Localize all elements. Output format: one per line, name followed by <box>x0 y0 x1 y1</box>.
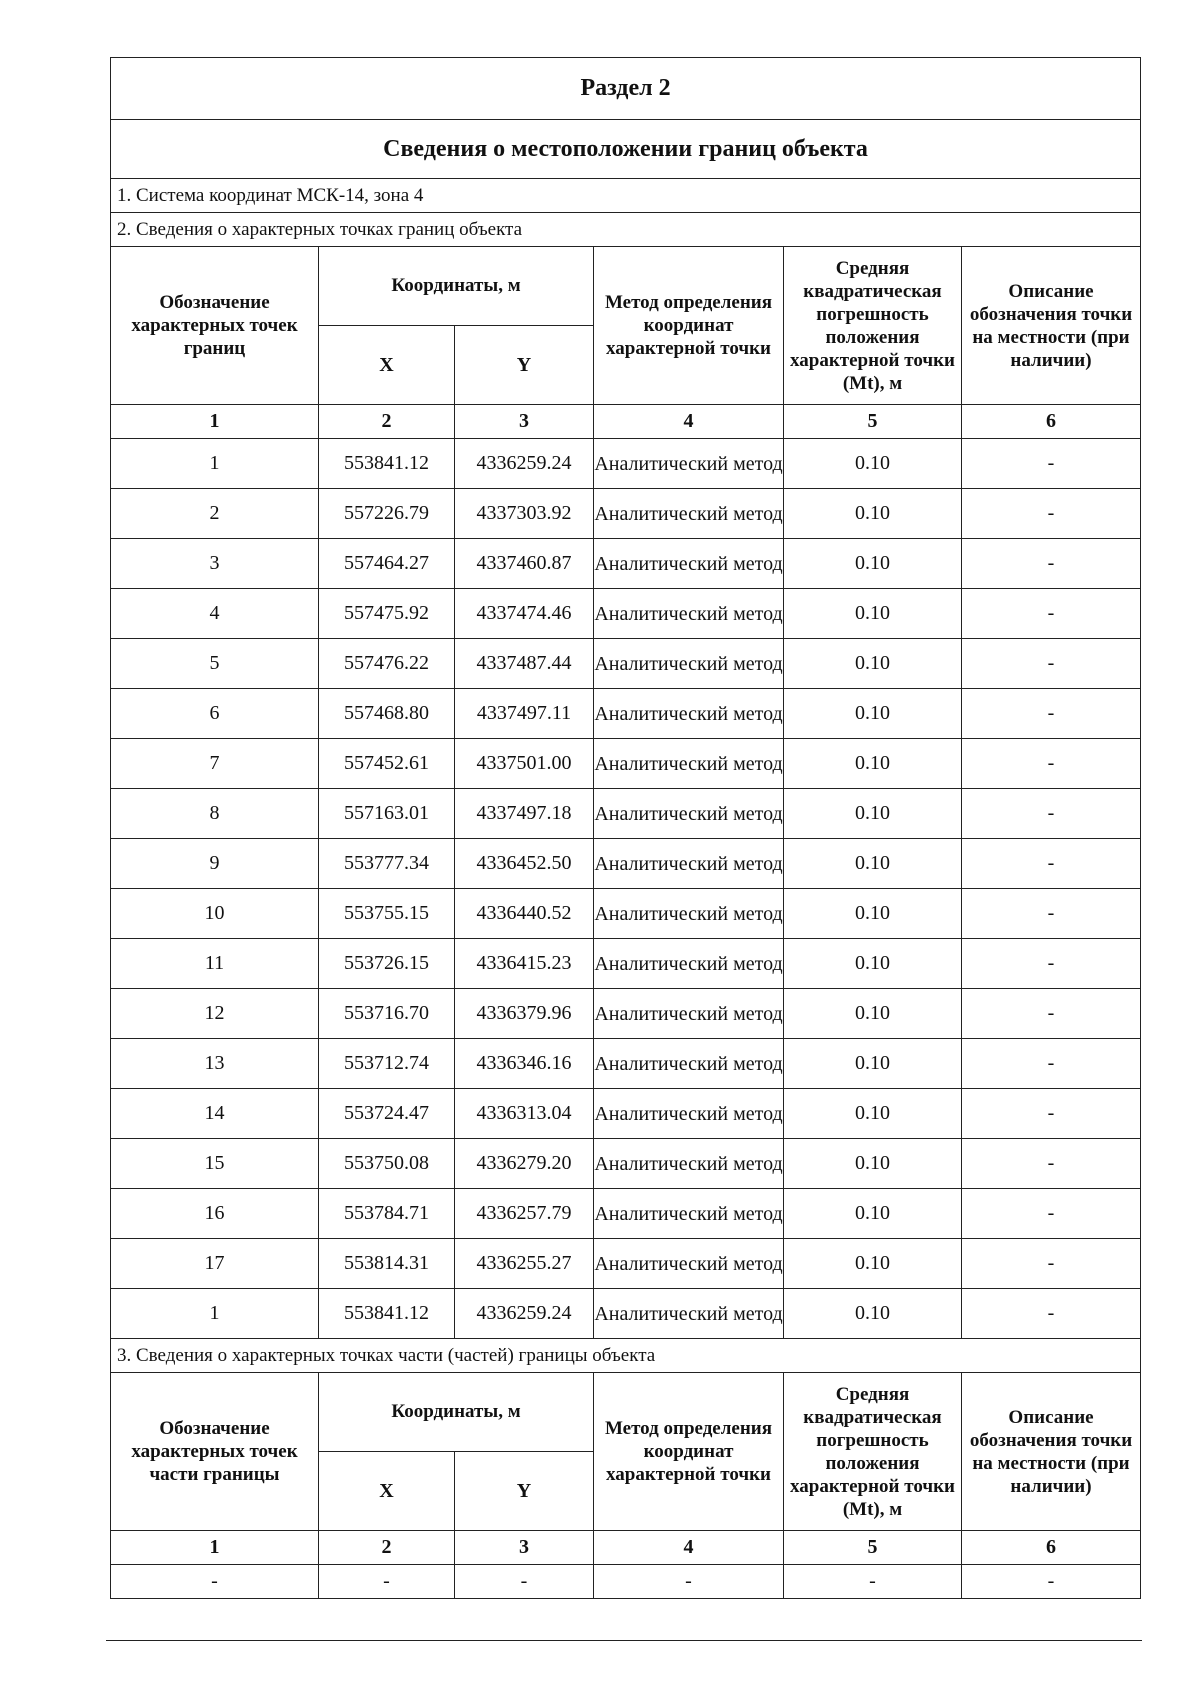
header-coords: Координаты, м <box>319 247 594 326</box>
cell: - <box>962 1565 1141 1599</box>
x-coordinate: 553724.47 <box>319 1089 455 1139</box>
error-value: 0.10 <box>784 1039 962 1089</box>
col-num: 3 <box>455 1531 594 1565</box>
x-coordinate: 553726.15 <box>319 939 455 989</box>
y-coordinate: 4336255.27 <box>455 1239 594 1289</box>
cell: - <box>784 1565 962 1599</box>
description: - <box>962 789 1141 839</box>
y-coordinate: 4336379.96 <box>455 989 594 1039</box>
header-description: Описание обозначения точки на местности (при наличии) <box>962 247 1141 405</box>
point-number: 1 <box>111 439 319 489</box>
cell: - <box>455 1565 594 1599</box>
table-row <box>111 739 1141 789</box>
point-number: 11 <box>111 939 319 989</box>
header2-error: Средняя квадратическая погрешность положения характерной точки (Mt), м <box>784 1373 962 1531</box>
description: - <box>962 489 1141 539</box>
error-value: 0.10 <box>784 1189 962 1239</box>
method: Аналитический метод <box>594 1139 784 1189</box>
header-y: Y <box>455 326 594 405</box>
x-coordinate: 557476.22 <box>319 639 455 689</box>
method: Аналитический метод <box>594 1039 784 1089</box>
y-coordinate: 4337501.00 <box>455 739 594 789</box>
description: - <box>962 639 1141 689</box>
header2-coords: Координаты, м <box>319 1373 594 1452</box>
col-num: 2 <box>319 405 455 439</box>
description: - <box>962 1089 1141 1139</box>
table-row <box>111 1039 1141 1089</box>
description: - <box>962 689 1141 739</box>
y-coordinate: 4336259.24 <box>455 439 594 489</box>
description: - <box>962 939 1141 989</box>
empty-row <box>111 1565 1141 1599</box>
point-number: 5 <box>111 639 319 689</box>
table-row <box>111 939 1141 989</box>
error-value: 0.10 <box>784 989 962 1039</box>
parts-heading: 3. Сведения о характерных точках части (частей) границы объекта <box>111 1339 1141 1373</box>
y-coordinate: 4337303.92 <box>455 489 594 539</box>
x-coordinate: 557464.27 <box>319 539 455 589</box>
table-row <box>111 789 1141 839</box>
header2-description: Описание обозначения точки на местности (при наличии) <box>962 1373 1141 1531</box>
description: - <box>962 1139 1141 1189</box>
table-row <box>111 1289 1141 1339</box>
description: - <box>962 1289 1141 1339</box>
description: - <box>962 739 1141 789</box>
error-value: 0.10 <box>784 789 962 839</box>
header2-point-id: Обозначение характерных точек части границы <box>111 1373 319 1531</box>
x-coordinate: 557468.80 <box>319 689 455 739</box>
description: - <box>962 1239 1141 1289</box>
x-coordinate: 553814.31 <box>319 1239 455 1289</box>
error-value: 0.10 <box>784 639 962 689</box>
col-num: 5 <box>784 405 962 439</box>
x-coordinate: 553841.12 <box>319 439 455 489</box>
description: - <box>962 889 1141 939</box>
description: - <box>962 1189 1141 1239</box>
y-coordinate: 4336257.79 <box>455 1189 594 1239</box>
y-coordinate: 4337497.18 <box>455 789 594 839</box>
y-coordinate: 4337487.44 <box>455 639 594 689</box>
method: Аналитический метод <box>594 1089 784 1139</box>
col-num: 1 <box>111 1531 319 1565</box>
header-error: Средняя квадратическая погрешность положения характерной точки (Mt), м <box>784 247 962 405</box>
point-number: 17 <box>111 1239 319 1289</box>
table-row <box>111 439 1141 489</box>
error-value: 0.10 <box>784 1239 962 1289</box>
col-num: 4 <box>594 1531 784 1565</box>
point-number: 7 <box>111 739 319 789</box>
x-coordinate: 553784.71 <box>319 1189 455 1239</box>
method: Аналитический метод <box>594 539 784 589</box>
point-number: 10 <box>111 889 319 939</box>
col-num: 1 <box>111 405 319 439</box>
point-number: 15 <box>111 1139 319 1189</box>
column-numbers-row <box>111 405 1141 439</box>
section-subtitle: Сведения о местоположении границ объекта <box>111 120 1141 179</box>
col-num: 3 <box>455 405 594 439</box>
error-value: 0.10 <box>784 539 962 589</box>
table-row <box>111 589 1141 639</box>
header2-y: Y <box>455 1452 594 1531</box>
point-number: 8 <box>111 789 319 839</box>
table-row <box>111 1239 1141 1289</box>
table-row <box>111 539 1141 589</box>
bottom-rule <box>106 1640 1142 1641</box>
x-coordinate: 553841.12 <box>319 1289 455 1339</box>
error-value: 0.10 <box>784 889 962 939</box>
error-value: 0.10 <box>784 939 962 989</box>
col-num: 4 <box>594 405 784 439</box>
method: Аналитический метод <box>594 739 784 789</box>
point-number: 16 <box>111 1189 319 1239</box>
coord-system: 1. Система координат МСК-14, зона 4 <box>111 179 1141 213</box>
point-number: 12 <box>111 989 319 1039</box>
method: Аналитический метод <box>594 789 784 839</box>
point-number: 6 <box>111 689 319 739</box>
table-row <box>111 989 1141 1039</box>
method: Аналитический метод <box>594 989 784 1039</box>
method: Аналитический метод <box>594 1289 784 1339</box>
header-point-id: Обозначение характерных точек границ <box>111 247 319 405</box>
col-num: 5 <box>784 1531 962 1565</box>
y-coordinate: 4336279.20 <box>455 1139 594 1189</box>
description: - <box>962 589 1141 639</box>
table-row <box>111 839 1141 889</box>
y-coordinate: 4337497.11 <box>455 689 594 739</box>
section-title: Раздел 2 <box>111 58 1141 120</box>
error-value: 0.10 <box>784 1089 962 1139</box>
points-heading: 2. Сведения о характерных точках границ объекта <box>111 213 1141 247</box>
method: Аналитический метод <box>594 689 784 739</box>
error-value: 0.10 <box>784 589 962 639</box>
x-coordinate: 557163.01 <box>319 789 455 839</box>
column-numbers-row-2 <box>111 1531 1141 1565</box>
document <box>110 57 1140 1599</box>
description: - <box>962 439 1141 489</box>
description: - <box>962 1039 1141 1089</box>
method: Аналитический метод <box>594 939 784 989</box>
y-coordinate: 4336415.23 <box>455 939 594 989</box>
method: Аналитический метод <box>594 1239 784 1289</box>
point-number: 4 <box>111 589 319 639</box>
error-value: 0.10 <box>784 439 962 489</box>
table-row <box>111 1089 1141 1139</box>
method: Аналитический метод <box>594 1189 784 1239</box>
method: Аналитический метод <box>594 639 784 689</box>
point-number: 1 <box>111 1289 319 1339</box>
error-value: 0.10 <box>784 839 962 889</box>
cell: - <box>111 1565 319 1599</box>
x-coordinate: 553712.74 <box>319 1039 455 1089</box>
x-coordinate: 553755.15 <box>319 889 455 939</box>
x-coordinate: 553716.70 <box>319 989 455 1039</box>
error-value: 0.10 <box>784 489 962 539</box>
table-row <box>111 489 1141 539</box>
cell: - <box>594 1565 784 1599</box>
method: Аналитический метод <box>594 839 784 889</box>
x-coordinate: 553750.08 <box>319 1139 455 1189</box>
y-coordinate: 4337474.46 <box>455 589 594 639</box>
col-num: 6 <box>962 405 1141 439</box>
y-coordinate: 4337460.87 <box>455 539 594 589</box>
header-method: Метод определения координат характерной точки <box>594 247 784 405</box>
y-coordinate: 4336259.24 <box>455 1289 594 1339</box>
y-coordinate: 4336440.52 <box>455 889 594 939</box>
x-coordinate: 553777.34 <box>319 839 455 889</box>
x-coordinate: 557475.92 <box>319 589 455 639</box>
method: Аналитический метод <box>594 589 784 639</box>
method: Аналитический метод <box>594 439 784 489</box>
x-coordinate: 557452.61 <box>319 739 455 789</box>
col-num: 6 <box>962 1531 1141 1565</box>
error-value: 0.10 <box>784 689 962 739</box>
description: - <box>962 539 1141 589</box>
description: - <box>962 989 1141 1039</box>
y-coordinate: 4336313.04 <box>455 1089 594 1139</box>
y-coordinate: 4336346.16 <box>455 1039 594 1089</box>
point-number: 3 <box>111 539 319 589</box>
header-x: X <box>319 326 455 405</box>
point-number: 13 <box>111 1039 319 1089</box>
error-value: 0.10 <box>784 1139 962 1189</box>
header2-x: X <box>319 1452 455 1531</box>
y-coordinate: 4336452.50 <box>455 839 594 889</box>
method: Аналитический метод <box>594 489 784 539</box>
table-row <box>111 1189 1141 1239</box>
x-coordinate: 557226.79 <box>319 489 455 539</box>
error-value: 0.10 <box>784 1289 962 1339</box>
error-value: 0.10 <box>784 739 962 789</box>
header2-method: Метод определения координат характерной точки <box>594 1373 784 1531</box>
col-num: 2 <box>319 1531 455 1565</box>
point-number: 9 <box>111 839 319 889</box>
table-row <box>111 1139 1141 1189</box>
point-number: 2 <box>111 489 319 539</box>
cell: - <box>319 1565 455 1599</box>
table-row <box>111 889 1141 939</box>
point-number: 14 <box>111 1089 319 1139</box>
boundary-table <box>110 57 1141 1599</box>
method: Аналитический метод <box>594 889 784 939</box>
table-row <box>111 689 1141 739</box>
description: - <box>962 839 1141 889</box>
table-row <box>111 639 1141 689</box>
